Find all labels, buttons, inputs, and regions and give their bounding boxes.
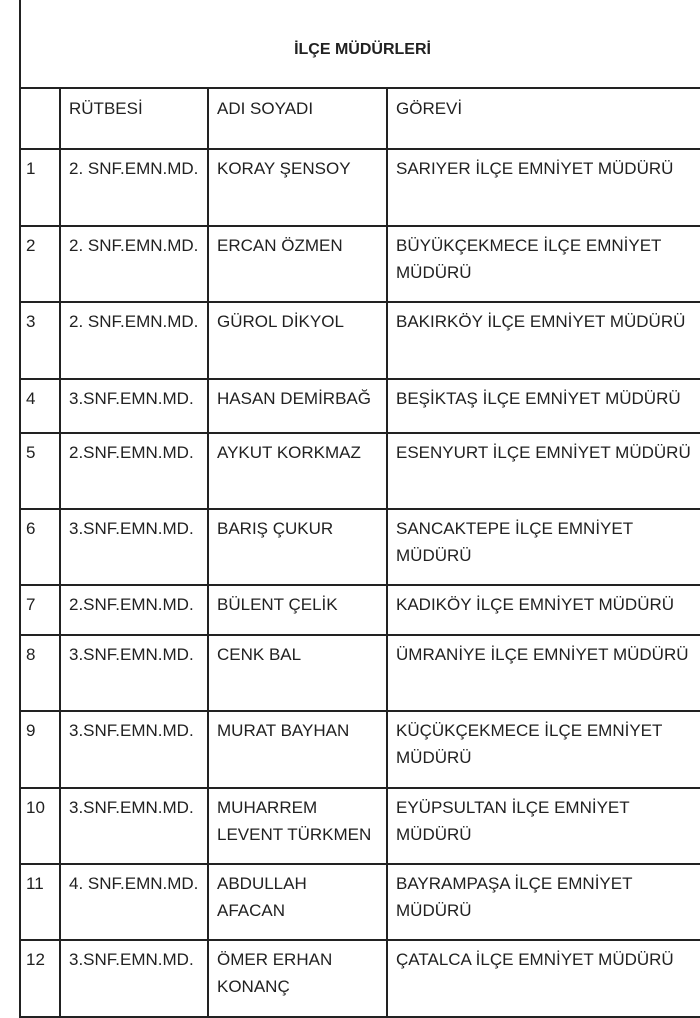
row-rank: 3.SNF.EMN.MD. xyxy=(60,940,208,1017)
row-rank: 2. SNF.EMN.MD. xyxy=(60,302,208,379)
table-title: İLÇE MÜDÜRLERİ xyxy=(20,0,700,88)
row-name: CENK BAL xyxy=(208,635,387,711)
row-duty: ESENYURT İLÇE EMNİYET MÜDÜRÜ xyxy=(387,433,700,509)
row-name: BÜLENT ÇELİK xyxy=(208,585,387,635)
table-row xyxy=(20,379,700,433)
table-row xyxy=(20,940,700,1017)
row-duty: EYÜPSULTAN İLÇE EMNİYET MÜDÜRÜ xyxy=(387,788,700,864)
row-rank: 2.SNF.EMN.MD. xyxy=(60,585,208,635)
table-row xyxy=(20,433,700,509)
table-row xyxy=(20,711,700,788)
row-duty: BAYRAMPAŞA İLÇE EMNİYET MÜDÜRÜ xyxy=(387,864,700,940)
row-duty: SANCAKTEPE İLÇE EMNİYET MÜDÜRÜ xyxy=(387,509,700,585)
row-name: KORAY ŞENSOY xyxy=(208,149,387,226)
table-title-row xyxy=(20,0,700,88)
row-duty: BAKIRKÖY İLÇE EMNİYET MÜDÜRÜ xyxy=(387,302,700,379)
row-rank: 2. SNF.EMN.MD. xyxy=(60,226,208,302)
row-duty: ÜMRANİYE İLÇE EMNİYET MÜDÜRÜ xyxy=(387,635,700,711)
row-rank: 2.SNF.EMN.MD. xyxy=(60,433,208,509)
row-no: 5 xyxy=(20,433,60,509)
table-row xyxy=(20,302,700,379)
row-no: 2 xyxy=(20,226,60,302)
row-rank: 3.SNF.EMN.MD. xyxy=(60,635,208,711)
table-row xyxy=(20,226,700,302)
table-row xyxy=(20,635,700,711)
row-rank: 3.SNF.EMN.MD. xyxy=(60,379,208,433)
row-name: ERCAN ÖZMEN xyxy=(208,226,387,302)
table-row xyxy=(20,864,700,940)
row-no: 7 xyxy=(20,585,60,635)
row-rank: 3.SNF.EMN.MD. xyxy=(60,711,208,788)
row-duty: SARIYER İLÇE EMNİYET MÜDÜRÜ xyxy=(387,149,700,226)
table-row xyxy=(20,585,700,635)
row-name: BARIŞ ÇUKUR xyxy=(208,509,387,585)
row-no: 11 xyxy=(20,864,60,940)
row-rank: 3.SNF.EMN.MD. xyxy=(60,509,208,585)
row-name: MUHARREM LEVENT TÜRKMEN xyxy=(208,788,387,864)
table-header-row xyxy=(20,88,700,149)
row-no: 4 xyxy=(20,379,60,433)
row-name: HASAN DEMİRBAĞ xyxy=(208,379,387,433)
row-no: 1 xyxy=(20,149,60,226)
row-duty: KADIKÖY İLÇE EMNİYET MÜDÜRÜ xyxy=(387,585,700,635)
row-no: 12 xyxy=(20,940,60,1017)
header-no xyxy=(20,88,60,149)
row-no: 8 xyxy=(20,635,60,711)
table-row xyxy=(20,788,700,864)
header-duty: GÖREVİ xyxy=(387,88,700,149)
row-duty: BÜYÜKÇEKMECE İLÇE EMNİYET MÜDÜRÜ xyxy=(387,226,700,302)
row-no: 10 xyxy=(20,788,60,864)
header-name: ADI SOYADI xyxy=(208,88,387,149)
row-rank: 3.SNF.EMN.MD. xyxy=(60,788,208,864)
row-name: AYKUT KORKMAZ xyxy=(208,433,387,509)
row-duty: ÇATALCA İLÇE EMNİYET MÜDÜRÜ xyxy=(387,940,700,1017)
row-duty: BEŞİKTAŞ İLÇE EMNİYET MÜDÜRÜ xyxy=(387,379,700,433)
row-no: 6 xyxy=(20,509,60,585)
row-name: MURAT BAYHAN xyxy=(208,711,387,788)
header-rank: RÜTBESİ xyxy=(60,88,208,149)
table-row xyxy=(20,149,700,226)
row-no: 9 xyxy=(20,711,60,788)
row-name: ABDULLAH AFACAN xyxy=(208,864,387,940)
row-duty: KÜÇÜKÇEKMECE İLÇE EMNİYET MÜDÜRÜ xyxy=(387,711,700,788)
row-rank: 4. SNF.EMN.MD. xyxy=(60,864,208,940)
row-rank: 2. SNF.EMN.MD. xyxy=(60,149,208,226)
row-no: 3 xyxy=(20,302,60,379)
row-name: ÖMER ERHAN KONANÇ xyxy=(208,940,387,1017)
row-name: GÜROL DİKYOL xyxy=(208,302,387,379)
table-row xyxy=(20,509,700,585)
district-directors-table xyxy=(19,0,700,1018)
